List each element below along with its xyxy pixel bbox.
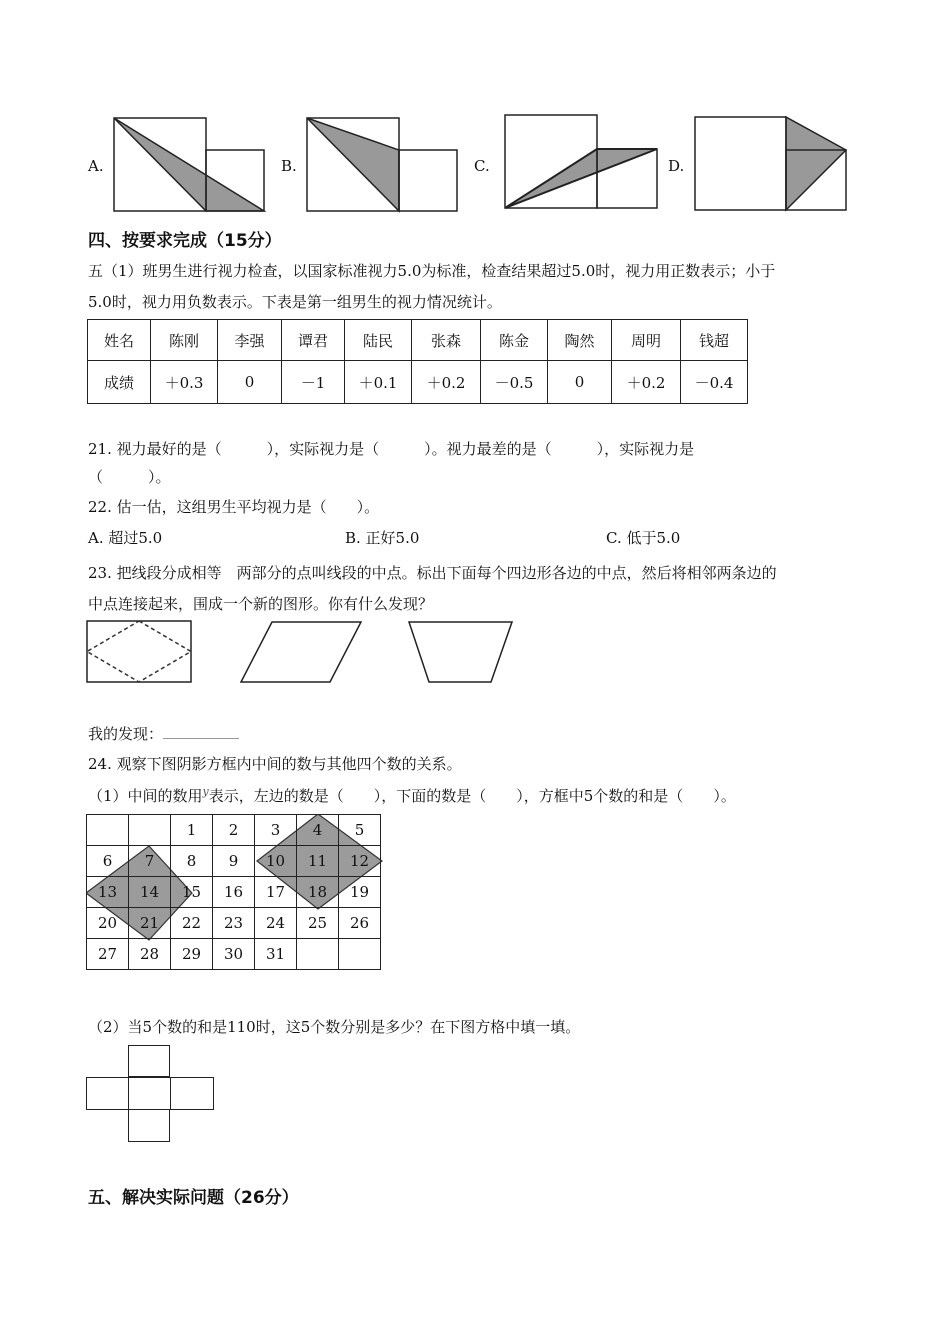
vision-score-cell: ＋0.1 [345,361,412,404]
calendar-cell: 20 [87,908,129,939]
calendar-row [87,939,381,970]
question-22-text: 22. 估一估，这组男生平均视力是（ ）。 [88,498,380,516]
question-24-text: 24. 观察下图阴影方框内中间的数与其他四个数的关系。 [88,755,462,773]
q23-finding [88,723,239,744]
calendar-cell: 6 [87,846,129,877]
calendar-cell: 12 [339,846,381,877]
calendar-cell: 27 [87,939,129,970]
vision-score-cell: 0 [218,361,282,404]
calendar-cell: 30 [213,939,255,970]
calendar-cell: 13 [87,877,129,908]
calendar-cell: 24 [255,908,297,939]
vision-score-cell: ＋0.3 [151,361,218,404]
calendar-cell [129,815,171,846]
calendar-cell [87,815,129,846]
calendar-row [87,877,381,908]
vision-table-score-row [88,361,748,404]
vision-score-cell: 0 [548,361,612,404]
vision-score-cell: －0.5 [481,361,548,404]
calendar-cell: 18 [297,877,339,908]
calendar-cell: 31 [255,939,297,970]
question-23-line-1: 23. 把线段分成相等 两部分的点叫线段的中点。标出下面每个四边形各边的中点，然后将相邻两条边的 [88,564,777,582]
q23-rectangle-figure [86,620,194,684]
calendar-cell: 21 [129,908,171,939]
vision-score-cell: ＋0.2 [612,361,681,404]
option-c-figure [503,113,663,213]
option-a-label: A. [88,157,104,175]
option-c-label: C. [474,157,490,175]
calendar-cell: 2 [213,815,255,846]
vision-name-cell: 陈刚 [151,320,218,361]
option-b-label: B. [281,157,297,175]
calendar-cell: 28 [129,939,171,970]
question-22-option-b: B. 正好5.0 [345,529,420,547]
vision-name-cell: 陶然 [548,320,612,361]
question-22-option-c: C. 低于5.0 [606,529,681,547]
option-a-figure [112,116,268,214]
calendar-cell [297,939,339,970]
section-5-heading: 五、解决实际问题（26分） [88,1188,299,1208]
calendar-row [87,846,381,877]
variable-y: y [202,785,209,798]
vision-name-cell: 陆民 [345,320,412,361]
answer-box-center[interactable] [128,1077,171,1110]
question-22-option-a: A. 超过5.0 [88,529,163,547]
vision-name-cell: 陈金 [481,320,548,361]
calendar-cell: 1 [171,815,213,846]
finding-label: 我的发现： [88,725,164,743]
section-4-heading: 四、按要求完成（15分） [88,231,282,251]
calendar-cell: 3 [255,815,297,846]
vision-name-cell: 张森 [412,320,481,361]
finding-answer-blank[interactable] [163,726,239,739]
answer-box-left[interactable] [86,1077,129,1110]
calendar-cell: 23 [213,908,255,939]
vision-name-header: 姓名 [88,320,151,361]
vision-score-header: 成绩 [88,361,151,404]
vision-score-cell: －1 [282,361,345,404]
calendar-cell: 11 [297,846,339,877]
question-21-line-1: 21. 视力最好的是（ ），实际视力是（ ）。视力最差的是（ ），实际视力是 [88,440,695,458]
vision-name-cell: 谭君 [282,320,345,361]
calendar-cell: 10 [255,846,297,877]
answer-box-right[interactable] [170,1077,214,1110]
vision-name-cell: 李强 [218,320,282,361]
calendar-cell: 7 [129,846,171,877]
answer-box-top[interactable] [128,1045,170,1077]
calendar-cell: 15 [171,877,213,908]
answer-box-bottom[interactable] [128,1109,170,1142]
question-24-part-2: （2）当5个数的和是110时，这5个数分别是多少？在下图方格中填一填。 [88,1018,581,1036]
calendar-cell: 22 [171,908,213,939]
question-21-line-2: （ ）。 [88,468,171,486]
part-1-rest: 表示，左边的数是（ ），下面的数是（ ），方框中5个数的和是（ ）。 [208,787,736,805]
vision-name-cell: 周明 [612,320,681,361]
calendar-cell: 9 [213,846,255,877]
calendar-figure [86,814,384,974]
calendar-cell: 17 [255,877,297,908]
option-d-figure [693,115,853,213]
vision-table [87,319,748,404]
calendar-cell: 8 [171,846,213,877]
question-23-line-2: 中点连接起来，围成一个新的图形。你有什么发现？ [88,595,434,613]
calendar-cell: 4 [297,815,339,846]
calendar-cell: 26 [339,908,381,939]
calendar-cell: 5 [339,815,381,846]
calendar-cell: 29 [171,939,213,970]
calendar-row [87,908,381,939]
calendar-cell: 16 [213,877,255,908]
calendar-cell: 25 [297,908,339,939]
vision-score-cell: －0.4 [681,361,748,404]
answer-cross-grid [86,1045,216,1145]
section-4-intro-line-2: 5.0时，视力用负数表示。下表是第一组男生的视力情况统计。 [88,293,502,311]
calendar-table [86,814,381,970]
question-24-part-1 [88,785,736,806]
calendar-row [87,815,381,846]
part-1-lead: （1）中间的数用 [88,787,203,805]
calendar-cell: 14 [129,877,171,908]
vision-table-name-row [88,320,748,361]
calendar-cell: 19 [339,877,381,908]
vision-name-cell: 钱超 [681,320,748,361]
option-b-figure [305,116,461,214]
section-4-intro-line-1: 五（1）班男生进行视力检查，以国家标准视力5.0为标准，检查结果超过5.0时，视力用正数表示；小于 [88,262,776,280]
q23-trapezoid-figure [408,620,514,684]
vision-score-cell: ＋0.2 [412,361,481,404]
q23-parallelogram-figure [240,620,364,684]
option-d-label: D. [668,157,685,175]
calendar-cell [339,939,381,970]
